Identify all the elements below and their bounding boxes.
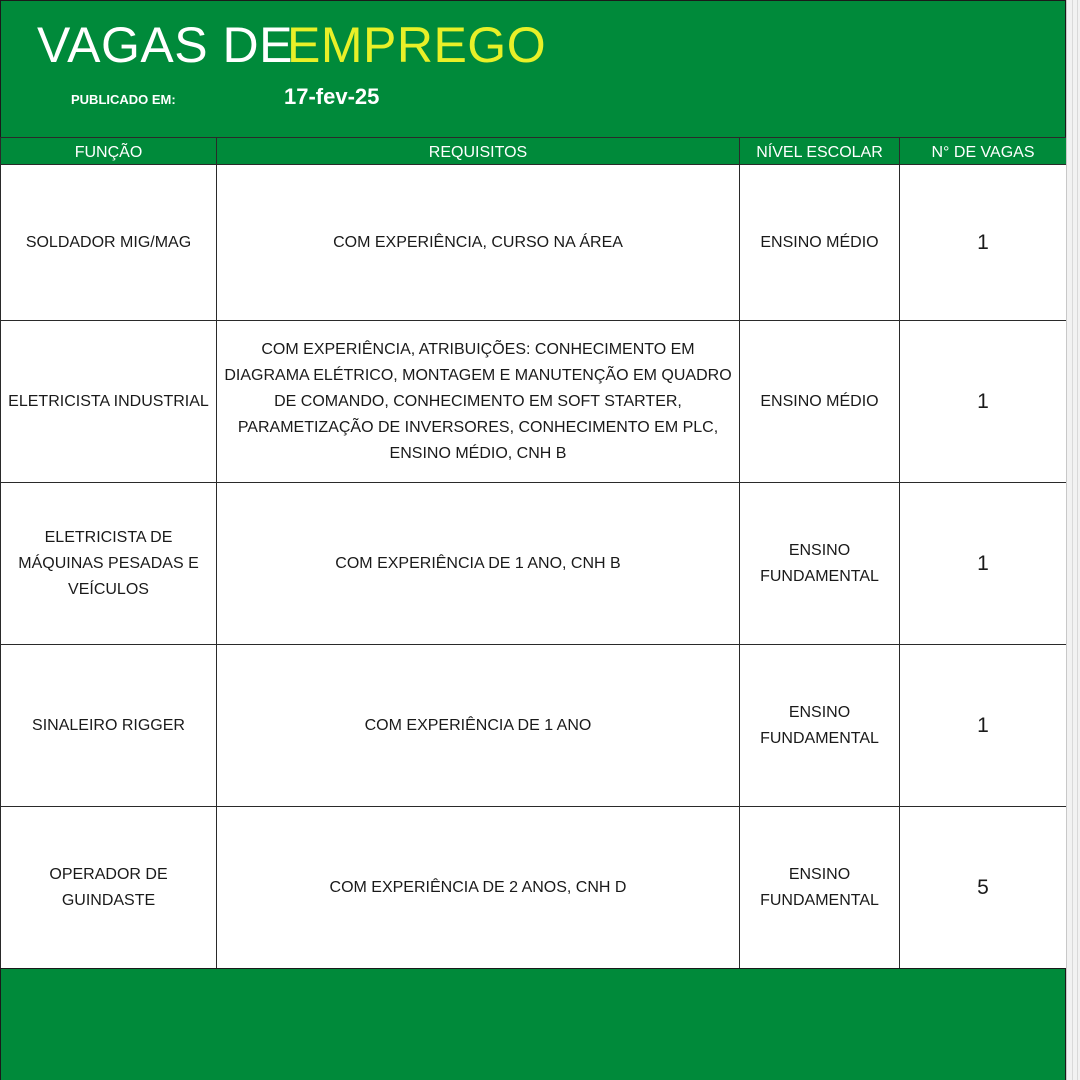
cell-requisitos: COM EXPERIÊNCIA DE 2 ANOS, CNH D <box>217 807 740 969</box>
footer-band <box>0 968 1066 1080</box>
table-row <box>1 483 1067 645</box>
cell-requisitos: COM EXPERIÊNCIA DE 1 ANO, CNH B <box>217 483 740 645</box>
page-title-part2: EMPREGO <box>287 17 547 73</box>
cell-nivel: ENSINO FUNDAMENTAL <box>740 645 900 807</box>
column-header-funcao: FUNÇÃO <box>1 138 217 165</box>
gutter-line <box>1072 0 1073 1080</box>
cell-vagas: 1 <box>900 321 1067 483</box>
published-date: 17-fev-25 <box>284 84 380 109</box>
table-row <box>1 807 1067 969</box>
table-row <box>1 321 1067 483</box>
cell-requisitos: COM EXPERIÊNCIA, ATRIBUIÇÕES: CONHECIMENTO EM DIAGRAMA ELÉTRICO, MONTAGEM E MANUTENÇÃO EM QUADRO DE COMANDO, CONHECIMENTO EM SOFT STARTER, PARAMETIZAÇÃO DE INVERSORES, CONHECIMENTO EM PLC, ENSINO MÉDIO, CNH B <box>217 321 740 483</box>
column-header-numero-vagas: N° DE VAGAS <box>900 138 1067 165</box>
cell-funcao: ELETRICISTA INDUSTRIAL <box>1 321 217 483</box>
spreadsheet-gutter <box>1066 0 1080 1080</box>
cell-vagas: 5 <box>900 807 1067 969</box>
cell-funcao: OPERADOR DE GUINDASTE <box>1 807 217 969</box>
cell-nivel: ENSINO MÉDIO <box>740 321 900 483</box>
table-header-row <box>1 138 1067 165</box>
cell-vagas: 1 <box>900 483 1067 645</box>
jobs-table <box>0 137 1067 969</box>
table-row <box>1 645 1067 807</box>
cell-funcao: ELETRICISTA DE MÁQUINAS PESADAS E VEÍCULOS <box>1 483 217 645</box>
table-row <box>1 165 1067 321</box>
cell-nivel: ENSINO FUNDAMENTAL <box>740 807 900 969</box>
cell-vagas: 1 <box>900 165 1067 321</box>
cell-nivel: ENSINO MÉDIO <box>740 165 900 321</box>
cell-funcao: SOLDADOR MIG/MAG <box>1 165 217 321</box>
cell-nivel: ENSINO FUNDAMENTAL <box>740 483 900 645</box>
published-label: PUBLICADO EM: <box>71 92 176 107</box>
gutter-line <box>1077 0 1078 1080</box>
column-header-requisitos: REQUISITOS <box>217 138 740 165</box>
page-title-part1: VAGAS DE <box>37 17 293 73</box>
column-header-nivel-escolar: NÍVEL ESCOLAR <box>740 138 900 165</box>
cell-funcao: SINALEIRO RIGGER <box>1 645 217 807</box>
cell-vagas: 1 <box>900 645 1067 807</box>
header-band <box>0 0 1066 137</box>
cell-requisitos: COM EXPERIÊNCIA, CURSO NA ÁREA <box>217 165 740 321</box>
cell-requisitos: COM EXPERIÊNCIA DE 1 ANO <box>217 645 740 807</box>
